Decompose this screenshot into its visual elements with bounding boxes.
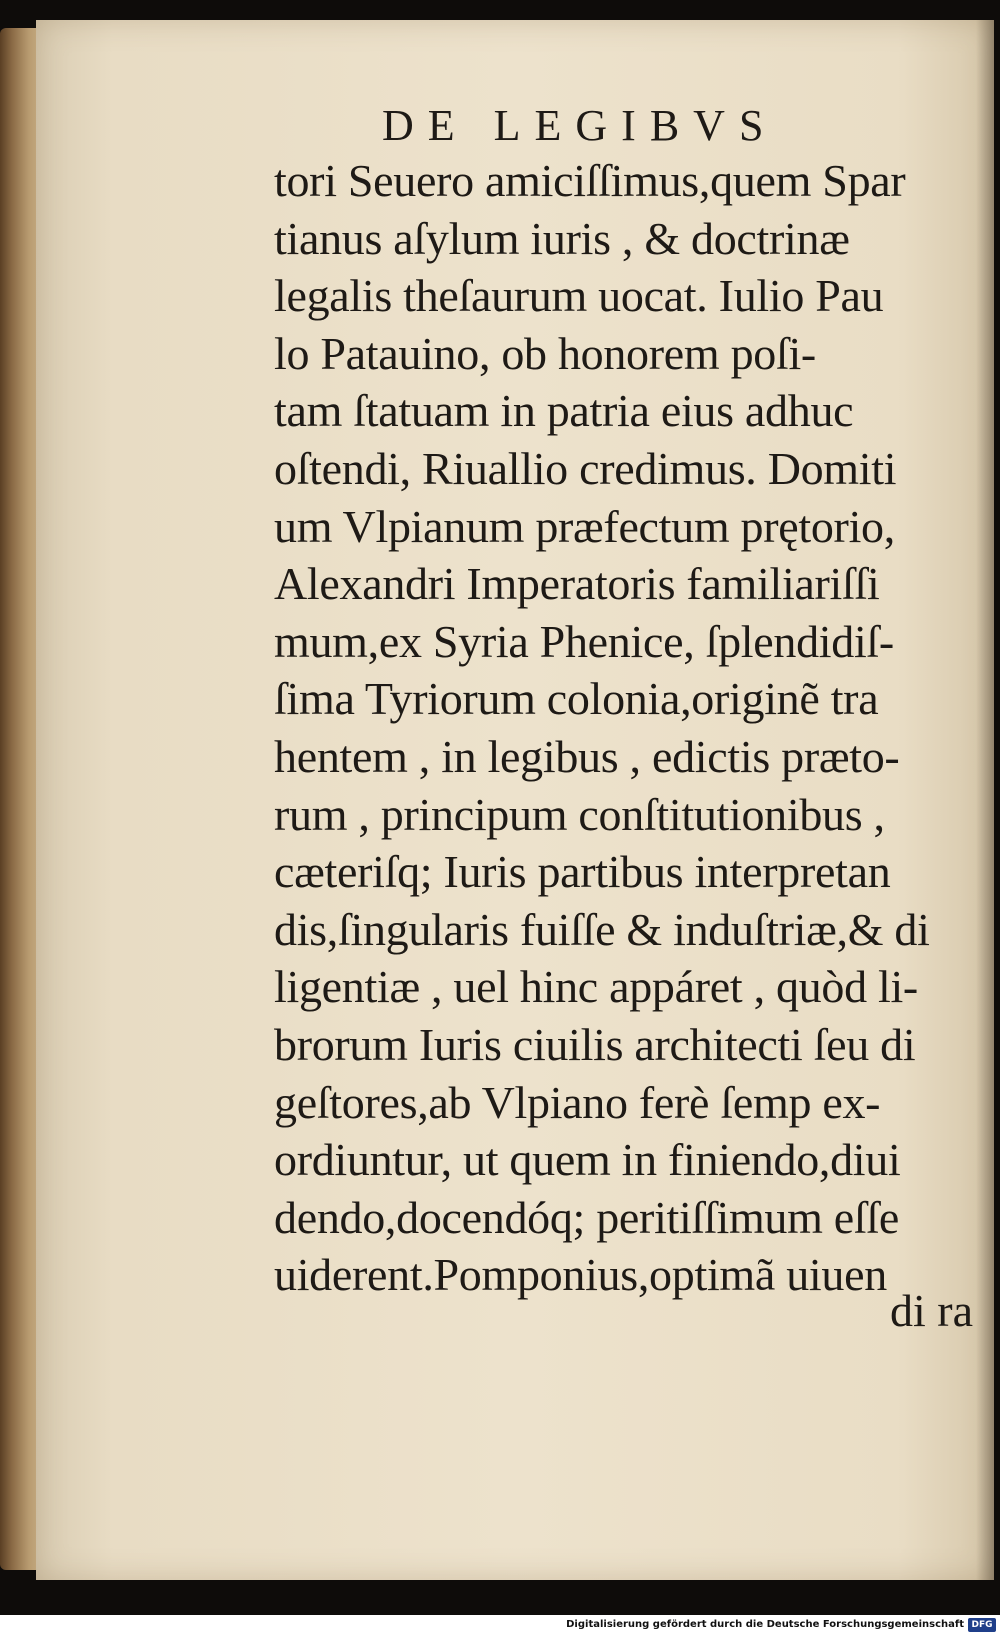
text-line: mum,ex Syria Phenice, ſplendidiſ-	[274, 615, 894, 667]
text-line: geſtores,ab Vlpiano ferè ſemp ex-	[274, 1076, 881, 1128]
text-line: um Vlpianum præfectum prętorio,	[274, 500, 895, 552]
text-line: oſtendi, Riuallio credimus. Domiti	[274, 442, 897, 494]
text-line: dis,ſingularis fuiſſe & induſtriæ,& di	[274, 903, 930, 955]
footer-credit: Digitalisierung gefördert durch die Deutsche Forschungsgemeinschaft	[566, 1619, 964, 1630]
text-line: tam ſtatuam in patria eius adhuc	[274, 385, 854, 437]
catchword: di ra	[890, 1285, 974, 1336]
text-line: rum , principum conſtitutionibus ,	[274, 788, 885, 840]
gutter-shadow	[976, 20, 994, 1580]
text-line: cæteriſq; Iuris partibus interpretan	[274, 846, 891, 898]
body-text	[274, 152, 954, 1304]
text-line: tori Seuero amiciſſimus,quem Spar	[274, 155, 906, 206]
text-line: ligentiæ , uel hinc appáret , quòd li-	[274, 961, 918, 1013]
text-line: tianus aſylum iuris , & doctrinæ	[274, 212, 850, 264]
running-head: DE LEGIBVS	[382, 101, 778, 150]
dfg-logo: DFG	[968, 1618, 996, 1632]
text-line: uiderent.Pomponius,optimã uiuen	[274, 1249, 887, 1301]
text-line: Alexandri Imperatoris familiariſſi	[274, 558, 880, 610]
text-line: lo Patauino, ob honorem poſi-	[274, 327, 816, 379]
text-line: ſima Tyriorum colonia,originẽ tra	[274, 673, 879, 725]
text-line: dendo,docendóq; peritiſſimum eſſe	[274, 1191, 900, 1243]
text-line: hentem , in legibus , edictis præto-	[274, 730, 900, 782]
text-line: brorum Iuris ciuilis architecti ſeu di	[274, 1018, 916, 1070]
text-line: legalis theſaurum uocat. Iulio Pau	[274, 270, 884, 322]
text-line: ordiuntur, ut quem in finiendo,diui	[274, 1134, 901, 1186]
